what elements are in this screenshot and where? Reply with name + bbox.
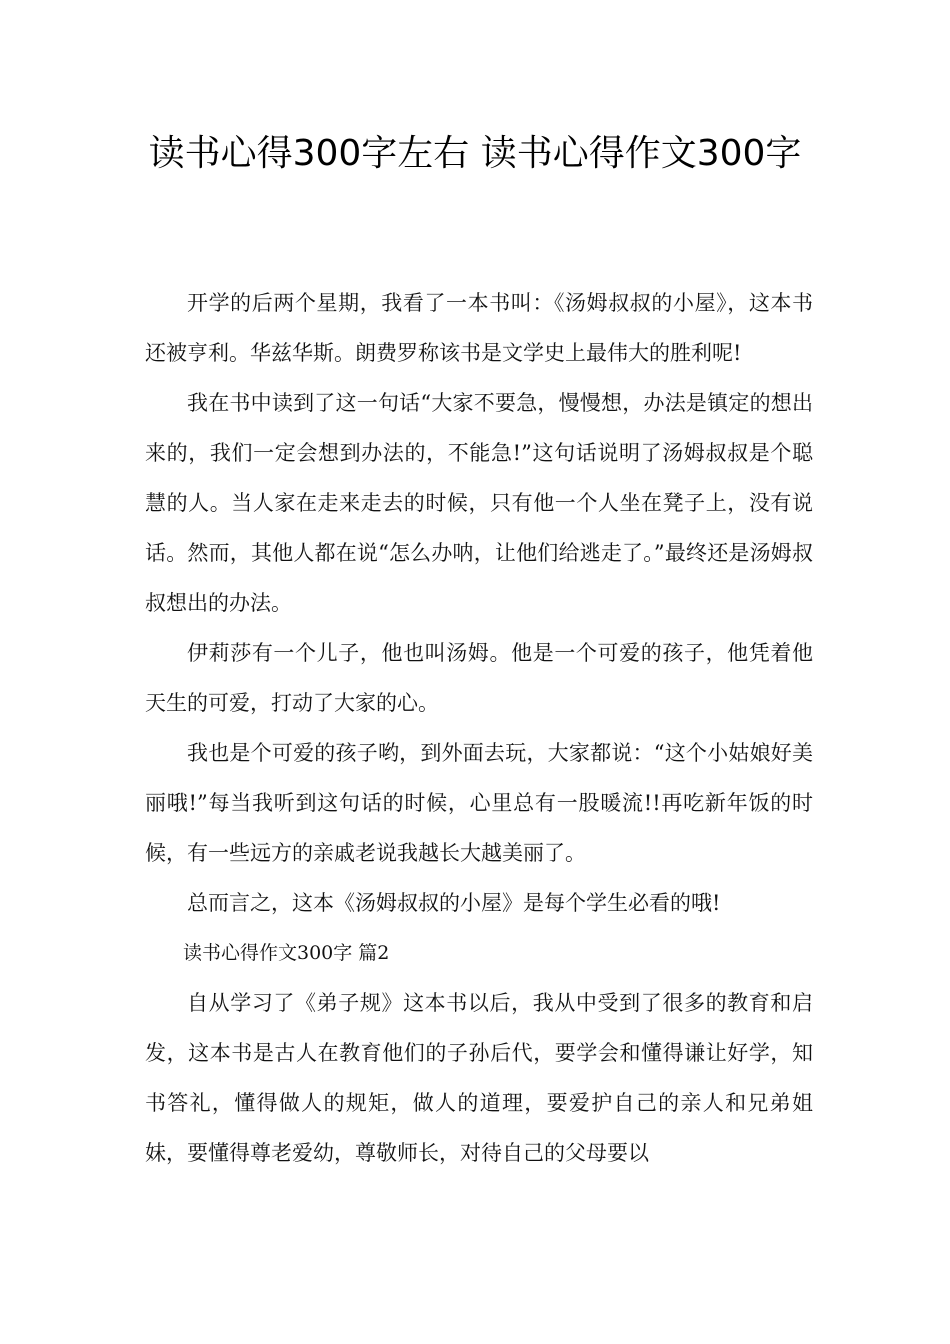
paragraph: 总而言之，这本《汤姆叔叔的小屋》是每个学生必看的哦!: [187, 891, 721, 915]
document-title: 读书心得300字左右 读书心得作文300字: [148, 133, 802, 174]
paragraph: 自从学习了《弟子规》这本书以后，我从中受到了很多的教育和启发，这本书是古人在教育他们的子孙后代，要学会和懂得谦让好学，知书答礼，懂得做人的规矩，做人的道理，要爱护自己的亲人和兄弟姐妹，要懂得尊老爱幼，尊敬师长，对待自己的父母要以: [145, 991, 813, 1165]
section-heading: 读书心得作文300字 篇2: [183, 942, 390, 964]
paragraph: 我在书中读到了这一句话“大家不要急，慢慢想，办法是镇定的想出来的，我们一定会想到办法的，不能急!”这句话说明了汤姆叔叔是个聪慧的人。当人家在走来走去的时候，只有他一个人坐在凳子上，没有说话。然而，其他人都在说“怎么办呐，让他们给逃走了。”最终还是汤姆叔叔想出的办法。: [145, 391, 813, 615]
paragraph: 开学的后两个星期，我看了一本书叫：《汤姆叔叔的小屋》，这本书还被亨利。华兹华斯。朗费罗称该书是文学史上最伟大的胜利呢!: [145, 291, 813, 365]
paragraph: 伊莉莎有一个儿子，他也叫汤姆。他是一个可爱的孩子，他凭着他天生的可爱，打动了大家的心。: [145, 641, 813, 715]
paragraph: 我也是个可爱的孩子哟，到外面去玩，大家都说：“这个小姑娘好美丽哦!”每当我听到这句话的时候，心里总有一股暖流!!再吃新年饭的时候，有一些远方的亲戚老说我越长大越美丽了。: [145, 741, 813, 865]
document-body: [145, 278, 813, 1178]
